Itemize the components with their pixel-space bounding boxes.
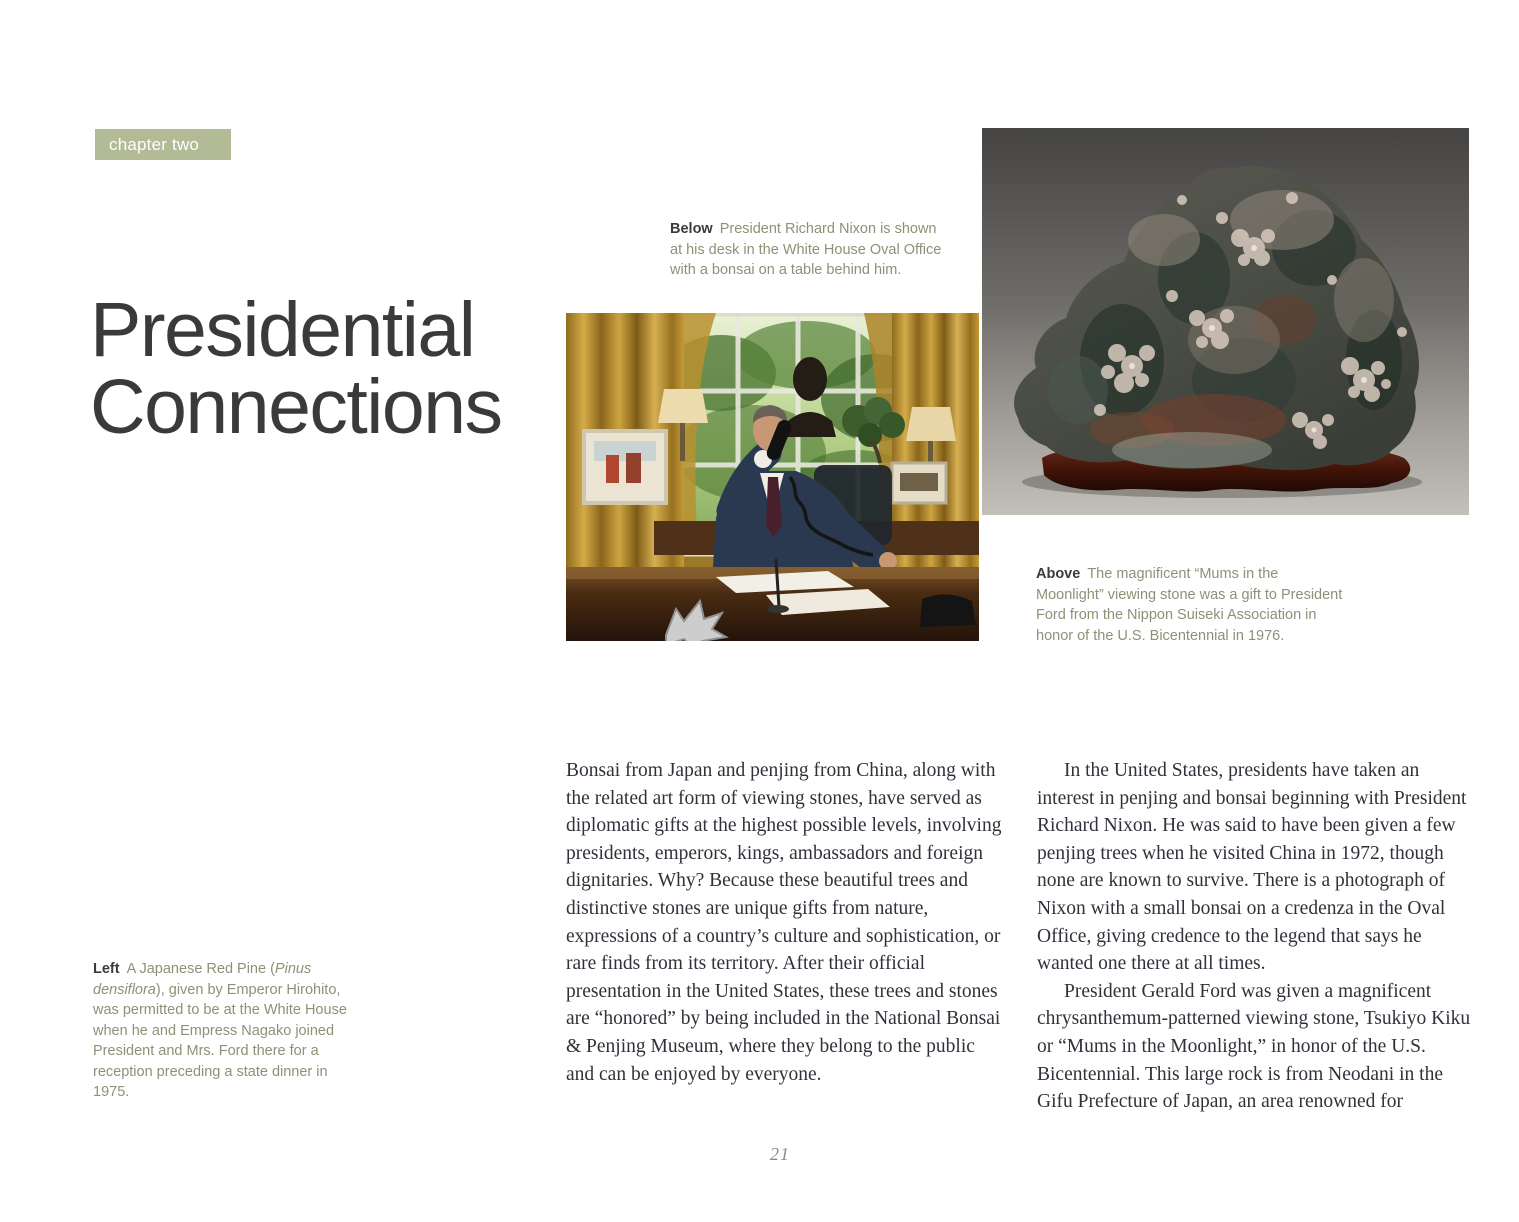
caption-left-text: A Japanese Red Pine (Pinus densiflora), given by Emperor Hirohito, was permitted to be at the White House when he and Empress Nagako joined President and Mrs. Ford there for a reception preceding a state dinner in 1975. bbox=[93, 961, 347, 1100]
caption-left bbox=[93, 959, 347, 1103]
body-paragraph: Bonsai from Japan and penjing from China, along with the related art form of viewing stones, have served as diplomatic gifts at the highest possible levels, involving presidents, emperors, kings, ambassadors and foreign dignitaries. Why? Because these beautiful trees and distinctive stones are unique gifts from nature, expressions of a country’s culture and sophistication, or rare finds from its territory. After their official presentation in the United States, these trees and stones are “honored” by being included in the National Bonsai & Penjing Museum, where they belong to the public and can be enjoyed by everyone. bbox=[566, 760, 1002, 1085]
body-paragraph: President Gerald Ford was given a magnificent chrysanthemum-patterned viewing stone, Tsukiyo Kiku or “Mums in the Moonlight,” in honor of the U.S. Bicentennial. This large rock is from Neodani in the Gifu Prefecture of Japan, an area renowned for bbox=[1037, 980, 1471, 1113]
caption-above-label: Above bbox=[1036, 566, 1081, 582]
body-column-right bbox=[1037, 757, 1473, 1116]
caption-below-text: President Richard Nixon is shown at his desk in the White House Oval Office with a bonsai on a table behind him. bbox=[670, 221, 942, 278]
nixon-photo-image bbox=[566, 313, 979, 641]
chapter-badge-label: chapter two bbox=[109, 135, 200, 154]
body-column-left bbox=[566, 757, 1002, 1088]
caption-below-label: Below bbox=[670, 221, 713, 237]
chapter-badge bbox=[95, 129, 231, 160]
caption-above-text: The magnificent “Mums in the Moonlight” viewing stone was a gift to President Ford from the Nippon Suiseki Association in honor of the U.S. Bicentennial in 1976. bbox=[1036, 566, 1343, 644]
caption-below bbox=[670, 219, 944, 281]
species-name-italic: Pinus densiflora bbox=[93, 961, 312, 998]
page-title bbox=[90, 287, 502, 450]
nixon-oval-office-photo bbox=[566, 313, 979, 641]
title-line-1: Presidential bbox=[90, 287, 475, 373]
viewing-stone-photo bbox=[982, 128, 1469, 515]
body-paragraph: In the United States, presidents have taken an interest in penjing and bonsai beginning with President Richard Nixon. He was said to have been given a few penjing trees when he visited China in 1972, though none are known to survive. There is a photograph of Nixon with a small bonsai on a credenza in the Oval Office, giving credence to the legend that says he wanted one there at all times. bbox=[1037, 760, 1467, 975]
title-line-2: Connections bbox=[90, 364, 502, 450]
page-number: 21 bbox=[770, 1144, 790, 1164]
stone-photo-image bbox=[982, 128, 1469, 515]
caption-above bbox=[1036, 564, 1350, 646]
caption-left-label: Left bbox=[93, 961, 120, 977]
